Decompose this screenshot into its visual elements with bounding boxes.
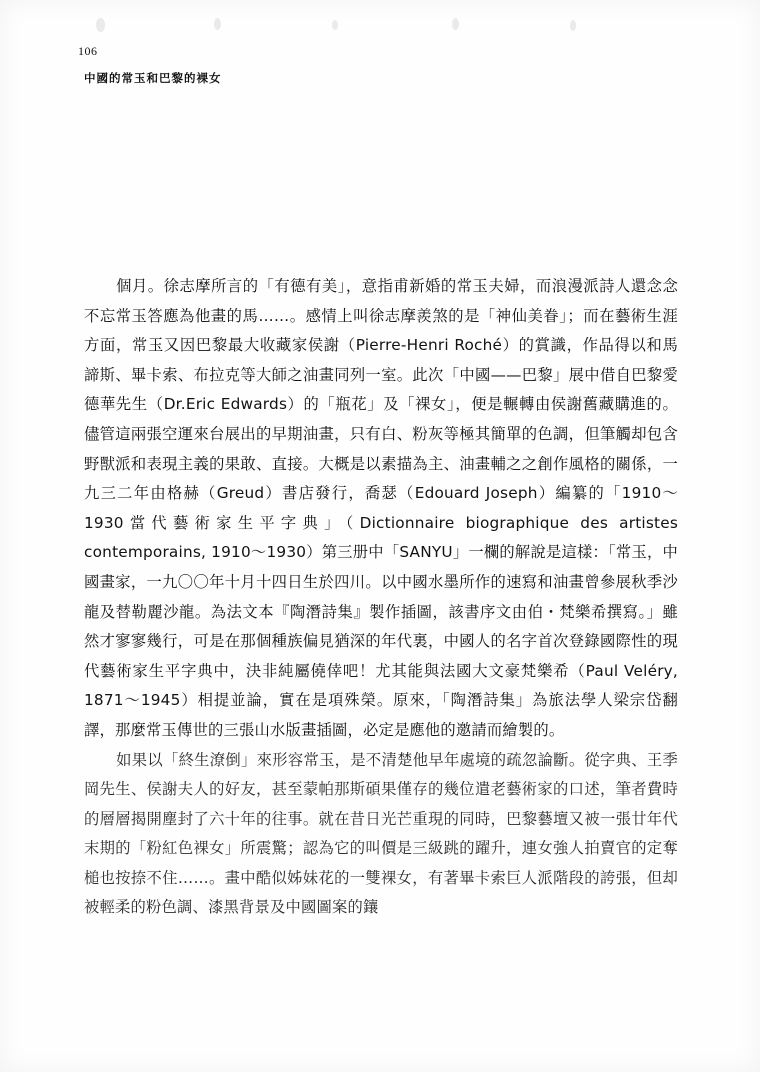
scan-artifact	[214, 18, 221, 30]
scan-artifact	[570, 20, 576, 31]
page-number: 106	[78, 44, 98, 58]
scan-artifact	[96, 18, 105, 32]
paragraph: 個月。徐志摩所言的「有德有美」，意指甫新婚的常玉夫婦，而浪漫派詩人還念念不忘常玉答應為他畫的馬……。感情上叫徐志摩羨煞的是「神仙美眷」；而在藝術生涯方面，常玉又因巴黎最大收藏家侯謝（Pierre-Henri Roché）的賞識，作品得以和馬諦斯、畢卡索、布拉克等大師之油畫同列一室。此次「中國——巴黎」展中借自巴黎愛德華先生（Dr.Eric Edwards）的「瓶花」及「裸女」，便是輾轉由侯謝舊藏購進的。儘管這兩張空運來台展出的早期油畫，只有白、粉灰等極其簡單的色調，但筆觸却包含野獸派和表現主義的果敢、直接。大概是以素描為主、油畫輔之之創作風格的關係，一九三二年由格赫（Greud）書店發行，喬瑟（Edouard Joseph）編纂的「1910～1930當代藝術家生平字典」（Dictionnaire biographique des artistes contemporains, 1910～1930）第三册中「SANYU」一欄的解說是這樣：「常玉，中國畫家，一九〇〇年十月十四日生於四川。以中國水墨所作的速寫和油畫曾參展秋季沙龍及替勒麗沙龍。為法文本『陶潛詩集』製作插圖，該書序文由伯・梵樂希撰寫。」雖然才寥寥幾行，可是在那個種族偏見猶深的年代裏，中國人的名字首次登錄國際性的現代藝術家生平字典中，決非純屬僥倖吧！尤其能與法國大文豪梵樂希（Paul Veléry, 1871～1945）相提並論，實在是項殊榮。原來，「陶潛詩集」為旅法學人梁宗岱翻譯，那麼常玉傳世的三張山水版畫插圖，必定是應他的邀請而繪製的。	[84, 277, 678, 739]
running-head: 中國的常玉和巴黎的裸女	[84, 71, 222, 85]
body-text	[84, 272, 678, 923]
scan-artifact	[452, 18, 459, 30]
paragraph: 如果以「終生潦倒」來形容常玉，是不清楚他早年處境的疏忽論斷。從字典、王季岡先生、侯謝夫人的好友，甚至蒙帕那斯碩果僅存的幾位遣老藝術家的口述，筆者費時的層層揭開塵封了六十年的往事。就在昔日光芒重現的同時，巴黎藝壇又被一張廿年代末期的「粉紅色裸女」所震驚；認為它的叫價是三級跳的躍升，連女強人拍賣官的定奪槌也按捺不住……。畫中酷似姊妹花的一雙裸女，有著畢卡索巨人派階段的誇張，但却被輕柔的粉色調、漆黑背景及中國圖案的鑲	[84, 750, 678, 917]
scan-artifact	[332, 20, 338, 30]
